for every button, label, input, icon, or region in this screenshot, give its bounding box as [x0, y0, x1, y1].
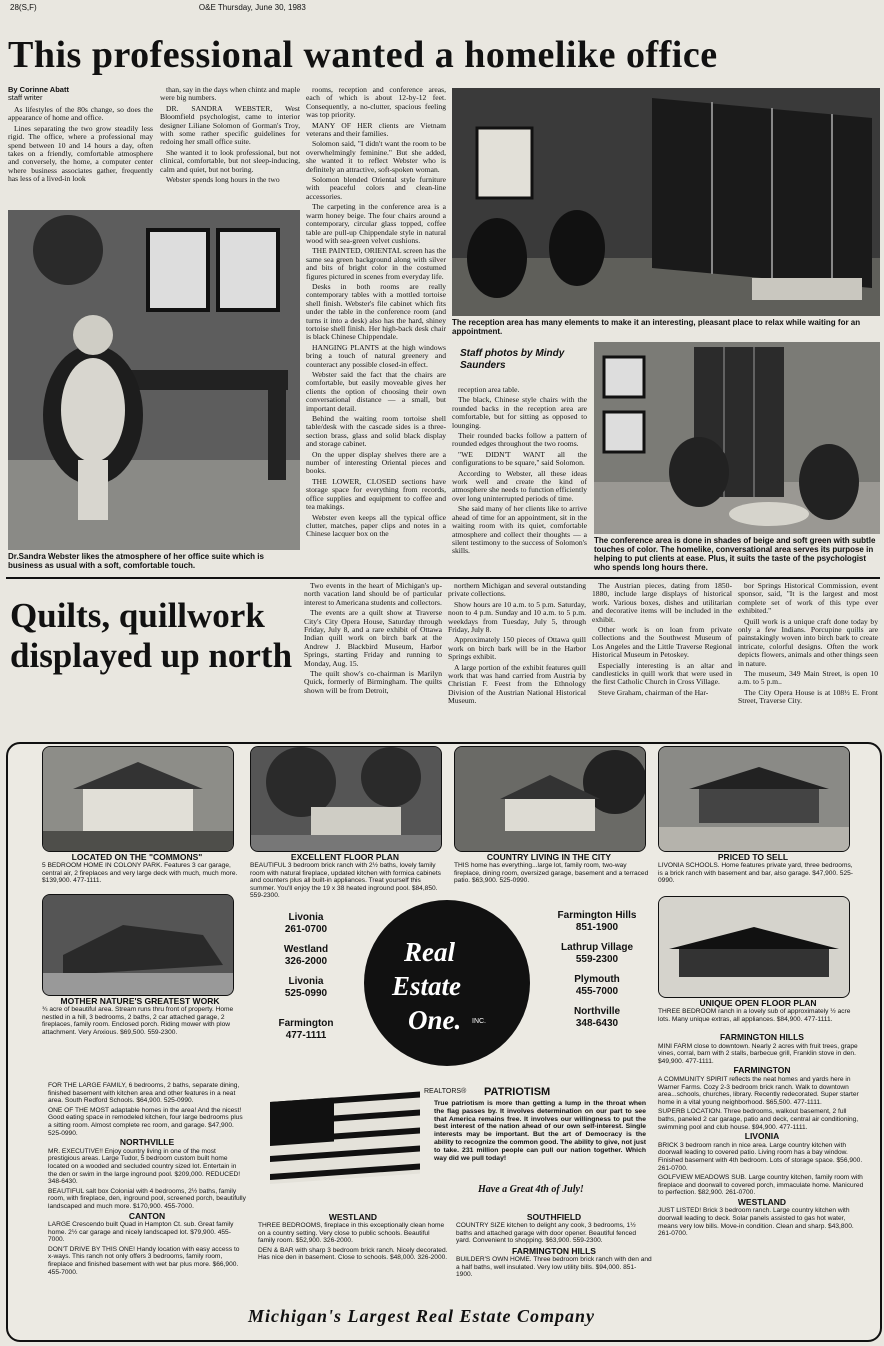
- byline-name: By Corinne Abatt: [8, 85, 69, 94]
- listing-text: GOLFVIEW MEADOWS SUB. Large country kitchen, family room with fireplace and doorwall to covered porch, immaculate home. Manicured to perfection. $82,900. 261-0700.: [658, 1174, 864, 1197]
- listing-text: MINI FARM close to downtown. Nearly 2 acres with fruit trees, grape vines, corral, barn with 2 stalls, barbecue grill, Franklin stove in den. $49,900. 477-1111.: [658, 1042, 858, 1065]
- city-farmington-head: FARMINGTON: [733, 1065, 791, 1076]
- logo-word-1: Real: [404, 937, 455, 967]
- photo-reception-area: [452, 88, 880, 316]
- article-paragraph: Solomon blended Oriental style furniture with peaceful colors and clean-line accessories.: [306, 175, 446, 201]
- article-paragraph: Webster spends long hours in the two: [166, 175, 280, 185]
- office-name: Northville: [573, 1006, 621, 1017]
- article-column-2: [160, 86, 300, 208]
- article-paragraph: THE PAINTED, ORIENTAL screen has the same sea green background along with silver and bits of bright color in the costumed figures pictured in scenes from everyday life.: [306, 246, 446, 281]
- listing-text-mother-nature: ¾ acre of beautiful area. Stream runs thru front of property. Home nestled in a hill, 3 bedrooms, 2 baths, 2 car attached garage, 2 fireplaces, family room. Enclosed porch. Riding mower with plow attachment. Very Anxious. $69,500. 559-2300.: [42, 1006, 234, 1036]
- quilts-paragraph: Other work is on loan from private collections and the Southwest Museum of Los Angeles and the Little Traverse Regional Historical Museum in Petoskey.: [592, 625, 732, 660]
- quilts-paragraph: The City Opera House is at 108½ E. Front Street, Traverse City.: [738, 687, 878, 706]
- listing-photo-redford: [42, 894, 234, 996]
- article-paragraph: On the upper display shelves there are a number of interesting Oriental pieces and books.: [306, 449, 446, 476]
- listing-text: ONE OF THE MOST adaptable homes in the area! And the nicest! Good eating space in remodeled kitchen, four large bedrooms plus a sitting room. Almost complete rec room, and garage. $47,900. 525-0990.: [48, 1106, 243, 1137]
- listing-text: DON'T DRIVE BY THIS ONE! Handy location with easy access to x-ways. This ranch not only offers 3 bedrooms, family room, fireplace and finished basement with wet bar plus more. $66,900. 455-7000.: [48, 1245, 240, 1276]
- dateline: O&E Thursday, June 30, 1983: [198, 3, 306, 12]
- redford-listings: [48, 1082, 246, 1332]
- city-southfield-head: SOUTHFIELD: [526, 1212, 582, 1222]
- city-farmington-hills-head: FARMINGTON HILLS: [720, 1034, 804, 1042]
- article-paragraph: Lines separating the two grow steadily less rigid. The office, where a professional may spend between 10 and 14 hours a day, often takes on a friendly, comfortable atmosphere and conversely, the home, a computer center where business associates gather, frequently has less of a lived-in look: [8, 123, 153, 184]
- article-paragraph: rooms, reception and conference areas, each of which is about 12-by-12 feet. Consequently, a no-clutter, spacious feeling was top priority.: [306, 86, 446, 120]
- quilts-column-1: [304, 582, 442, 734]
- right-listings: [658, 1034, 866, 1304]
- listing-text: LARGE Crescendo built Quad in Hampton Ct. sub. Great family home. 2½ car garage and nicely landscaped lot. $79,900. 455-7000.: [48, 1221, 234, 1244]
- quilts-paragraph: bor Springs Historical Commission, event sponsor, said, "It is the largest and most complete set of work of this type ever exhibited.": [738, 582, 878, 616]
- main-headline: This professional wanted a homelike office: [8, 34, 718, 76]
- listing-photo-priced-to-sell: [658, 746, 850, 852]
- listing-text: A COMMUNITY SPIRIT reflects the neat homes and yards here in Warner Farms. Cozy 2-3 bedroom brick ranch. Walk to downtown area...schools, churches, library. Recently redecorated. Super starter home in a vital young neighborhood. $65,500. 477-1111.: [658, 1075, 859, 1106]
- ad-tagline: Michigan's Largest Real Estate Company: [248, 1306, 596, 1326]
- listing-photo-excellent-floor-plan: [250, 746, 442, 852]
- quilts-paragraph: A large portion of the exhibit features quill work that was hand carried from Austria by Christian F. Feest from the Ethnology Division of the Austrian National Historical Museum.: [448, 662, 586, 706]
- listing-text: BRICK 3 bedroom ranch in nice area. Large country kitchen with doorwall leading to covered patio. Living room has a bay window. Finished basement with 4th bedroom. Lots of storage space. $56,900. 261-0700.: [658, 1141, 863, 1172]
- article-paragraph: The black, Chinese style chairs with the rounded backs in the reception area are comfortable, but for sitting as opposed to lounging.: [452, 395, 587, 430]
- farmington-hills-block-2: [456, 1256, 652, 1280]
- quilts-paragraph: Show hours are 10 a.m. to 5 p.m. Saturday, noon to 4 p.m. Sunday and 10 a.m. to 5 p.m. weekdays from Tuesday, July 5, through Friday, July 8.: [448, 599, 586, 635]
- article-paragraph: She wanted it to look professional, but not clinical, comfortable, but not sleep-inducing, calm and quiet, but not boring.: [160, 147, 300, 174]
- listing-title-excellent-floor-plan: EXCELLENT FLOOR PLAN: [290, 852, 400, 862]
- article-paragraph: Webster said the fact that the chairs are comfortable, but easily moveable gives her clients the option of choosing their own conversational distance — a small, but important detail.: [306, 370, 446, 413]
- article-paragraph: reception area table.: [458, 386, 520, 394]
- listing-text-excellent-floor-plan: BEAUTIFUL 3 bedroom brick ranch with 2½ baths, lovely family room with natural fireplace, updated kitchen with formica cabinets and counters plus all built-in appliances. Treat yourself this summer. You'll enjoy the 19 x 38 heated inground pool. $84,850. 559-2300.: [250, 862, 441, 900]
- patriotism-text: True patriotism is more than getting a lump in the throat when the flag passes by. It involves determination on our part to see that America remains free. It involves our willingness to put the best interest of the nation ahead of our own self-interest. Single interests may be important. But the art of Democracy is the ability to recognize the common good. The ability to give, not just to take. 231 million people can pull our nation together. Which way did we pull today!: [434, 1100, 646, 1162]
- listing-text: THREE BEDROOMS, fireplace in this exceptionally clean home on a country setting. Very close to public schools. Beautiful family room. $52,900. 326-2000.: [258, 1222, 445, 1245]
- byline-role: staff writer: [8, 93, 43, 102]
- office-phone: 559-2300: [575, 954, 619, 965]
- holiday-greeting: Have a Great 4th of July!: [478, 1184, 584, 1195]
- flag-image: [270, 1086, 430, 1186]
- article-column-3: [306, 86, 446, 580]
- caption-webster: Dr.Sandra Webster likes the atmosphere of her office suite which is business as usual with a soft, comfortable touch.: [8, 552, 264, 570]
- section-divider: [6, 577, 880, 579]
- photo-conference-area: [594, 342, 880, 534]
- article-paragraph: Webster even keeps all the typical office clutter, matches, paper clips and notes in a Chinese lacquer box on the: [306, 512, 446, 539]
- quilts-headline: Quilts, quillwork displayed up north: [10, 596, 293, 675]
- article-paragraph: Desks in both rooms are really contemporary tables with a mottled tortoise shell finish. Webster's file cabinet which fits under the table in the conference room (and turns it into a desk) also has the hard, shiney tortoise shell finish. Her high-back desk chair is black Chinese Chippendale.: [306, 281, 446, 342]
- quilts-column-3: [592, 582, 732, 734]
- listing-text-priced-to-sell: LIVONIA SCHOOLS. Home features private yard, three bedrooms, is a brick ranch with basement and bar, also garage. $47,900. 525-0990.: [658, 862, 854, 885]
- office-phone: 455-7000: [575, 986, 619, 997]
- quilts-paragraph: The Austrian pieces, dating from 1850-1880, include large displays of historical work. Various boxes, dishes and utilitarian and decorative items will be included in the exhibit.: [592, 582, 732, 624]
- listing-title-unique-open: UNIQUE OPEN FLOOR PLAN: [699, 998, 817, 1008]
- listing-text-unique-open: THREE BEDROOM ranch in a lovely sub of approximately ½ acre lots. Many unique extras, all appliances. $84,900. 477-1111.: [658, 1008, 851, 1023]
- listing-text: COUNTRY SIZE kitchen to delight any cook, 3 bedrooms, 1½ baths and attached garage with door opener. Beautiful fenced yard. Convenient to shopping. $63,900. 559-2300.: [456, 1222, 636, 1245]
- listing-text: JUST LISTED! Brick 3 bedroom ranch. Large country kitchen with doorwall leading to deck. Solar panels assisted to gas hot water, means very low bills. Move-in condition. Clean and sharp. $43,800. 261-0700.: [658, 1207, 854, 1238]
- listing-text: SUPERB LOCATION. Three bedrooms, walkout basement, 2 full baths, paneled 2 car garage, patio and deck, central air conditioning, swimming pool and club house. $94,900. 477-1111.: [658, 1108, 859, 1131]
- article-paragraph: "WE DIDN'T WANT all the configurations to be square," said Solomon.: [452, 449, 587, 468]
- office-phone: 326-2000: [284, 956, 328, 967]
- canton-block: [48, 1221, 246, 1276]
- quilts-paragraph: The quilt show's co-chairman is Marilyn Quick, formerly of Birmingham. The quilts shown will be from Detroit,: [304, 669, 442, 695]
- offices-right: [532, 910, 662, 1030]
- westland2-block: [658, 1207, 866, 1237]
- listing-title-commons: LOCATED ON THE "COMMONS": [71, 852, 203, 862]
- article-paragraph: Behind the waiting room tortoise shell table/desk with the cascade sides is a three-section brass, glass and solid black display and storage cabinet.: [306, 414, 446, 449]
- article-paragraph: DR. SANDRA WEBSTER, West Bloomfield psychologist, came to interior designer Liliane Solomon of Gorman's Troy, with some rather specific guidelines for redoing her small office suite.: [160, 103, 300, 147]
- article-paragraph: As lifestyles of the 80s change, so does the appearance of home and office.: [8, 106, 153, 123]
- listing-photo-unique-open: [658, 896, 850, 998]
- farmington-hills-block: [658, 1043, 866, 1066]
- city-westland2-head: WESTLAND: [737, 1196, 787, 1207]
- quilts-paragraph: Two events in the heart of Michigan's up-north vacation land should be of particular interest to Americana students and collectors.: [304, 582, 442, 607]
- office-phone: 525-0990: [284, 988, 328, 999]
- quilts-column-4: [738, 582, 878, 734]
- caption-conference: The conference area is done in shades of beige and soft green with subtle touches of color. The homelike, conversational area serves its purpose in helping to put clients at ease. Plus, it suits the taste of the psychologist who spends long hours there.: [594, 536, 876, 572]
- listing-text: DEN & BAR with sharp 3 bedroom brick ranch. Nicely decorated. Has nice den in basement. Close to schools. $48,000. 326-2000.: [258, 1246, 448, 1262]
- logo-inc: INC.: [472, 1018, 486, 1025]
- city-northville-head: NORTHVILLE: [119, 1137, 175, 1148]
- office-name: Plymouth: [574, 974, 620, 985]
- byline: [8, 86, 69, 102]
- office-name: Lathrup Village: [560, 942, 634, 953]
- patriotism-title: PATRIOTISM: [484, 1086, 551, 1098]
- office-name: Livonia: [288, 912, 324, 923]
- quilts-paragraph: northern Michigan and several outstanding private collections.: [448, 582, 586, 599]
- city-westland-head: WESTLAND: [328, 1212, 378, 1222]
- city-livonia-head: LIVONIA: [744, 1131, 780, 1142]
- quilts-paragraph: The museum, 349 Main Street, is open 10 a.m. to 5 p.m..: [738, 669, 878, 687]
- listing-text: BUILDER'S OWN HOME. Three bedroom brick ranch with den and a half baths, well insulated. Very low utility bills. $94,000. 851-1900.: [456, 1256, 652, 1279]
- quilts-paragraph: Approximately 150 pieces of Ottawa quill work on birch bark will be in the Harbor Springs exhibit.: [448, 635, 586, 662]
- listing-title-priced-to-sell: PRICED TO SELL: [717, 852, 789, 862]
- office-name: Farmington: [278, 1018, 334, 1029]
- city-canton-head: CANTON: [128, 1210, 166, 1221]
- article-paragraph: THE LOWER, CLOSED sections have storage space for everything from records, office supplies and equipment to coffee and tea makings.: [306, 476, 446, 512]
- article-paragraph: The carpeting in the conference area is a warm honey beige. The four chairs around a contemporary, circular glass topped, coffee table are pull-up Chippendale style in natural wood with sea-green velvet cushions.: [306, 202, 446, 245]
- southfield-block: [456, 1222, 652, 1246]
- quilts-paragraph: The events are a quilt show at Traverse City's City Opera House, Saturday through Friday, July 8, and a rare exhibit of Ottawa Indian quill work on birch bark at the Andrew J. Blackbird Museum, Harbor Springs, starting Friday and running to Monday, Aug. 15.: [304, 608, 442, 668]
- listing-photo-country-living: [454, 746, 646, 852]
- article-paragraph: Their rounded backs follow a pattern of rounded edges throughout the two rooms.: [452, 431, 587, 449]
- logo-realtors: REALTORS®: [424, 1088, 467, 1095]
- listing-title-country-living: COUNTRY LIVING IN THE CITY: [486, 852, 612, 862]
- logo-word-3: One.: [408, 1005, 462, 1035]
- listing-text-commons: 5 BEDROOM HOME IN COLONY PARK. Features 3 car garage, central air, 2 fireplaces and very large deck with much, much more. $139,900. 477-1111.: [42, 862, 238, 885]
- office-name: Farmington Hills: [557, 910, 637, 921]
- photo-dr-webster: [8, 210, 300, 550]
- office-phone: 477-1111: [285, 1030, 327, 1041]
- westland-block: [258, 1222, 448, 1300]
- office-name: Westland: [283, 944, 329, 955]
- quilts-column-2: [448, 582, 586, 734]
- farmington-block: [658, 1076, 866, 1131]
- office-phone: 851-1900: [575, 922, 619, 933]
- listing-text: BEAUTIFUL salt box Colonial with 4 bedrooms, 2½ baths, family room, with fireplace, den, inground pool, screened porch, beautifully landscaped and much more. $170,900. 455-7000.: [48, 1187, 246, 1210]
- real-estate-one-ad: [6, 742, 882, 1342]
- northville-block: [48, 1148, 246, 1211]
- offices-left: [256, 912, 356, 1042]
- page-folio: [10, 3, 306, 12]
- quilts-paragraph: Quill work is a unique craft done today by only a few Indians. Porcupine quills are painstakingly woven into birch bark to create intricate, colorful designs. Often the work depicts flowers, animals and other things seen in nature.: [738, 616, 878, 668]
- city-farmington-hills-head-2: FARMINGTON HILLS: [512, 1246, 596, 1256]
- listing-photo-commons: [42, 746, 234, 852]
- photo-credit: Staff photos by Mindy Saunders: [460, 348, 565, 371]
- article-column-1: [8, 106, 153, 208]
- article-paragraph: According to Webster, all these ideas work well and create the kind of atmosphere she needs to function efficiently over long uninterrupted periods of time.: [452, 468, 587, 503]
- redford-block: [48, 1082, 246, 1137]
- quilts-paragraph: Especially interesting is an altar and candlesticks in quill work that were used in the first Catholic Church in Cross Village.: [592, 660, 732, 687]
- folio-number: 28(S,F): [10, 3, 37, 12]
- livonia-block: [658, 1142, 866, 1197]
- article-paragraph: She said many of her clients like to arrive ahead of time for an appointment, sit in the waiting room with its quiet, comfortable atmosphere and collect their thoughts — a silent testimony to the success of Solomon's skills.: [452, 504, 587, 556]
- office-phone: 261-0700: [284, 924, 328, 935]
- article-paragraph: than, say in the days when chintz and maple were big numbers.: [160, 86, 300, 103]
- listing-text-country-living: THIS home has everything...large lot, family room, two-way fireplace, dining room, oversized garage, basement and a terraced patio. $63,900. 525-0990.: [454, 862, 649, 885]
- quilts-paragraph: Steve Graham, chairman of the Har-: [598, 687, 709, 697]
- logo-word-2: Estate: [392, 971, 462, 1001]
- article-paragraph: HANGING PLANTS at the high windows bring a touch of natural greenery and counteract any possible closed-in effect.: [306, 342, 446, 369]
- listing-text: MR. EXECUTIVE!! Enjoy country living in one of the most prestigious areas. Large Tudor, 5 bedroom custom built home located on a wooded and secluded country sized lot. Entertain in the den or swim in the large inground pool. $209,000. REDUCED! 348-6430.: [48, 1147, 241, 1186]
- office-name: Livonia: [288, 976, 324, 987]
- article-paragraph: Solomon said, "I didn't want the room to be overwhelmingly feminine." But she added, she wanted it to reflect Webster who is definitely an attractive, soft-spoken woman.: [306, 139, 446, 174]
- caption-reception: The reception area has many elements to make it an interesting, pleasant place to relax while waiting for an appointment.: [452, 318, 861, 336]
- listing-text: FOR THE LARGE FAMILY, 6 bedrooms, 2 baths, separate dining, finished basement with kitchen area and other features in a neat area. South Redford Schools. $64,900. 525-0990.: [48, 1082, 240, 1105]
- office-phone: 348-6430: [575, 1018, 619, 1029]
- article-paragraph: MANY OF HER clients are Vietnam veterans and their families.: [306, 120, 446, 139]
- listing-title-mother-nature: MOTHER NATURE'S GREATEST WORK: [60, 996, 220, 1006]
- article-column-4: [452, 386, 587, 580]
